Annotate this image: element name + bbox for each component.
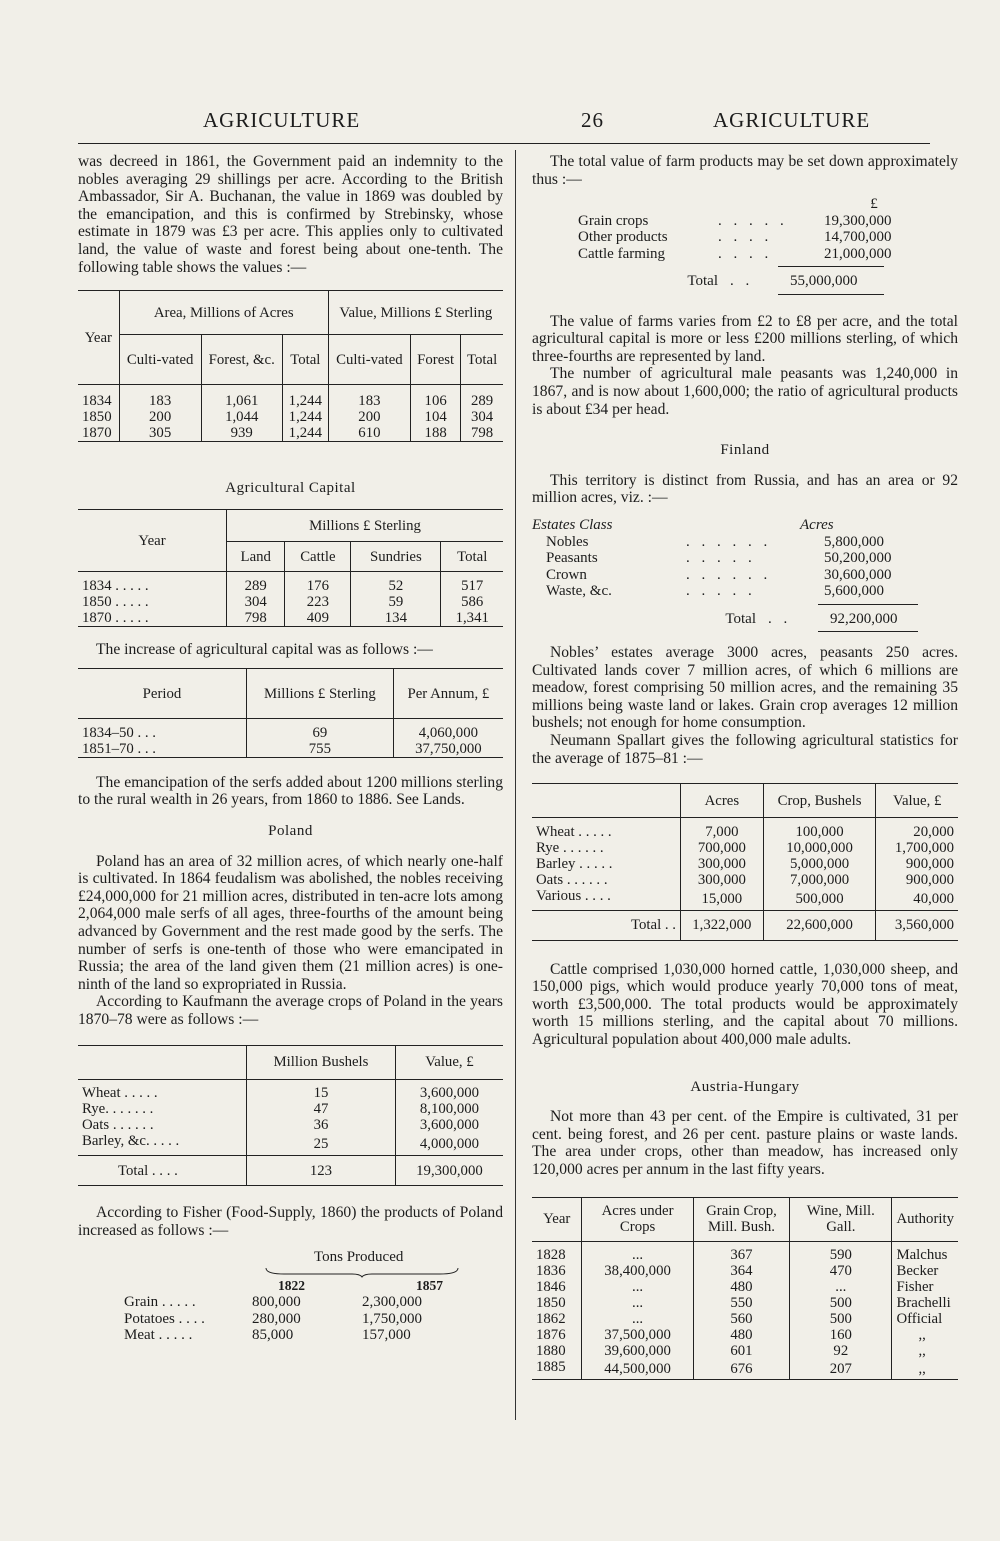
poland-paragraph: Poland has an area of 32 million acres, of which nearly one-half is cultivated. In 1864 feudalism was abolished, the nobles receiving £24,000,000 for 21 million acres, distributed in ten-acre lots among 2,064,000 male serfs of all ages, three-fourths of the amount being advanced by Government and the rest made good by the serfs. The number of serfs is one-tenth of those who were emancipated in Russia; the area of the land given them (21 million acres) is one-ninth of the land so expropriated in Russia. [78, 852, 503, 993]
increase-col-header: Period [142, 685, 182, 702]
capital-col-header: Sundries [351, 542, 441, 572]
table-row: 1850 . . . . . 304 223 59 586 [78, 594, 503, 610]
fisher-paragraph: According to Fisher (Food-Supply, 1860) the products of Poland increased as follows :— [78, 1204, 503, 1239]
table-row: 1834 183 1,061 1,244 183 106 289 [78, 393, 503, 409]
values-value-header: Value, Millions £ Sterling [328, 291, 503, 335]
values-sub-header: Culti-vated [328, 335, 410, 385]
tons-year-1857: 1857 [416, 1278, 443, 1294]
table-row: 1850 ... 550 500 Brachelli [532, 1295, 958, 1311]
list-item: Other products . . . . 14,700,000 [578, 229, 892, 246]
table-row: Barley, &c. . . . . 25 4,000,000 [78, 1133, 503, 1156]
finland-paragraph: This territory is distinct from Russia, and has an area or 92 million acres, viz. :— [532, 471, 958, 507]
table-row: 1836 38,400,000 364 470 Becker [532, 1263, 958, 1279]
capital-group-header: Millions £ Sterling [227, 510, 504, 542]
values-sub-header: Total [282, 335, 328, 385]
poland-crops-table [78, 1045, 503, 1187]
values-table [78, 290, 503, 442]
austria-col-header: Wine, Mill. Gall. [790, 1197, 892, 1241]
table-row: Meat . . . . . 85,000 157,000 [124, 1327, 411, 1344]
values-area-header: Area, Millions of Acres [119, 291, 328, 335]
list-total: Total . . 55,000,000 [687, 273, 858, 290]
table-row: 1851–70 . . . 755 37,750,000 [78, 741, 503, 758]
list-item: Cattle farming . . . . 21,000,000 [578, 245, 892, 262]
values-sub-header: Forest, &c. [201, 335, 282, 385]
table-row: 1862 ... 560 500 Official [532, 1311, 958, 1327]
austria-table [532, 1197, 958, 1381]
table-row: 1834 . . . . . 289 176 52 517 [78, 578, 503, 594]
kaufmann-paragraph: According to Kaufmann the average crops of Poland in the years 1870–78 were as follows :— [78, 993, 503, 1028]
table-row: 1870 305 939 1,244 610 188 798 [78, 425, 503, 442]
values-sub-header: Total [461, 335, 503, 385]
table-total-row: Total . . 1,322,000 22,600,000 3,560,000 [532, 910, 958, 940]
capital-col-header: Land [227, 542, 285, 572]
austria-col-header: Authority [892, 1197, 958, 1241]
table-row: Grain . . . . . 800,000 2,300,000 [124, 1294, 422, 1311]
tons-produced-block [78, 1249, 503, 1349]
finland-heading: Finland [720, 442, 770, 459]
neumann-paragraph: Neumann Spallart gives the following agricultural statistics for the average of 1875–81 :— [532, 732, 958, 767]
increase-paragraph: The increase of agricultural capital was as follows :— [96, 640, 433, 658]
table-row: Various . . . . 15,000 500,000 40,000 [532, 888, 958, 911]
crops-col-header [78, 1045, 247, 1079]
tons-year-1822: 1822 [278, 1278, 305, 1294]
capital-table [78, 509, 503, 627]
estates-list [532, 517, 958, 632]
header-left-title: AGRICULTURE [203, 108, 361, 132]
table-row: Wheat . . . . . 7,000 100,000 20,000 [532, 824, 958, 840]
increase-col-header: Millions £ Sterling [247, 669, 394, 719]
nobles-paragraph: Nobles’ estates average 3000 acres, peasants 250 acres. Cultivated lands cover 7 million acres, of which 6 millions are meadow, forest comprising 50 million acres, and the remaining 35 millions being waste land or lakes. Grain crop averages 12 million bushels; not enough for home consumption. [532, 644, 958, 732]
list-item: Peasants . . . . . 50,200,000 [546, 550, 892, 567]
capital-heading: Agricultural Capital [225, 479, 356, 496]
cattle-paragraph: Cattle comprised 1,030,000 horned cattle, 1,030,000 sheep, and 150,000 pigs, which would produce yearly 70,000 tons of meat, worth £3,500,000. The total products would be approximately worth 15 millions sterling, and the capital about 70 millions. Agricultural population about 400,000 male adults. [532, 960, 958, 1049]
emancipation-paragraph: The emancipation of the serfs added about 1200 millions sterling to the rural wealth in 26 years, from 1860 to 1886. See Lands. [78, 773, 503, 809]
values-sub-header: Culti-vated [119, 335, 201, 385]
finland-col-header: Acres [681, 784, 764, 818]
page-header [78, 108, 930, 138]
header-right-title: AGRICULTURE [713, 108, 871, 132]
values-sub-header: Forest [411, 335, 461, 385]
capital-year-header: Year [138, 532, 166, 549]
list-item: Waste, &c. . . . . . 5,600,000 [546, 583, 884, 600]
capital-col-header: Cattle [285, 542, 351, 572]
finland-stats-table [532, 783, 958, 941]
table-row: Oats . . . . . . 36 3,600,000 [78, 1117, 503, 1133]
austria-col-header: Acres under Crops [582, 1197, 693, 1241]
capital-col-header: Total [441, 542, 503, 572]
table-row: 1846 ... 480 ... Fisher [532, 1279, 958, 1295]
values-year-header: Year [84, 329, 112, 346]
list-total: Total . . 92,200,000 [725, 610, 898, 627]
farm-intro-paragraph: The total value of farm products may be set down approximately thus :— [532, 153, 958, 188]
farms-value-paragraph: The value of farms varies from £2 to £8 per acre, and the total agricultural capital is more or less £200 millions sterling, of which three-fourths are represented by land. [532, 312, 958, 365]
table-row: Barley . . . . . 300,000 5,000,000 900,000 [532, 856, 958, 872]
austria-col-header: Year [543, 1211, 571, 1228]
table-row: 1828 ... 367 590 Malchus [532, 1247, 958, 1263]
table-row: Potatoes . . . . 280,000 1,750,000 [124, 1310, 422, 1327]
table-row: Rye . . . . . . 700,000 10,000,000 1,700,000 [532, 840, 958, 856]
right-column [532, 153, 958, 1380]
table-total-row: Total . . . . 123 19,300,000 [78, 1156, 503, 1186]
table-row: Oats . . . . . . 300,000 7,000,000 900,000 [532, 872, 958, 888]
list-item: Nobles . . . . . . 5,800,000 [546, 533, 884, 550]
table-row: Rye. . . . . . . 47 8,100,000 [78, 1101, 503, 1117]
left-column [78, 153, 503, 1349]
table-row: Wheat . . . . . 15 3,600,000 [78, 1085, 503, 1101]
table-row: 1885 44,500,000 676 207 ,, [532, 1359, 958, 1380]
finland-col-header: Value, £ [876, 784, 958, 818]
increase-table [78, 668, 503, 758]
increase-col-header: Per Annum, £ [393, 669, 503, 719]
farm-products-list [532, 196, 958, 295]
table-row: 1880 39,600,000 601 92 ,, [532, 1343, 958, 1359]
crops-col-header: Value, £ [395, 1045, 503, 1079]
estates-class-label: Estates Class [532, 517, 613, 534]
page-number: 26 [581, 108, 604, 132]
austria-heading: Austria-Hungary [690, 1078, 800, 1095]
list-item: Crown . . . . . . 30,600,000 [546, 566, 892, 583]
tons-heading: Tons Produced [314, 1249, 404, 1266]
farm-unit: £ [870, 196, 878, 213]
table-row: 1850 200 1,044 1,244 200 104 304 [78, 409, 503, 425]
table-row: 1870 . . . . . 798 409 134 1,341 [78, 610, 503, 627]
intro-paragraph: was decreed in 1861, the Government paid an indemnity to the nobles averaging 29 shillings per acre. According to the British Ambassador, Sir A. Buchanan, the value in 1869 was doubled by the emancipation, and this is confirmed by Strebinsky, whose estimate in 1879 was £3 per acre. This applies only to cultivated land, the value of waste and forest being about one-tenth. The following table shows the values :— [78, 153, 503, 276]
austria-col-header: Grain Crop, Mill. Bush. [693, 1197, 789, 1241]
finland-col-header: Crop, Bushels [763, 784, 876, 818]
peasants-paragraph: The number of agricultural male peasants was 1,240,000 in 1867, and is now about 1,600,000; the ratio of agricultural products is about £34 per head. [532, 365, 958, 418]
header-rule [78, 143, 930, 144]
table-row: 1834–50 . . . 69 4,060,000 [78, 725, 503, 741]
crops-col-header: Million Bushels [247, 1045, 396, 1079]
estates-unit-label: Acres [800, 517, 834, 534]
poland-heading: Poland [268, 823, 313, 840]
table-row: 1876 37,500,000 480 160 ,, [532, 1327, 958, 1343]
list-item: Grain crops . . . . . 19,300,000 [578, 212, 892, 229]
austria-paragraph: Not more than 43 per cent. of the Empire is cultivated, 31 per cent. being forest, and 26 per cent. pasture plains or waste lands. The area under crops, other than meadow, has increased only 120,000 acres per annum in the last fifty years. [532, 1108, 958, 1179]
column-divider [515, 150, 516, 1420]
finland-col-header [532, 784, 681, 818]
